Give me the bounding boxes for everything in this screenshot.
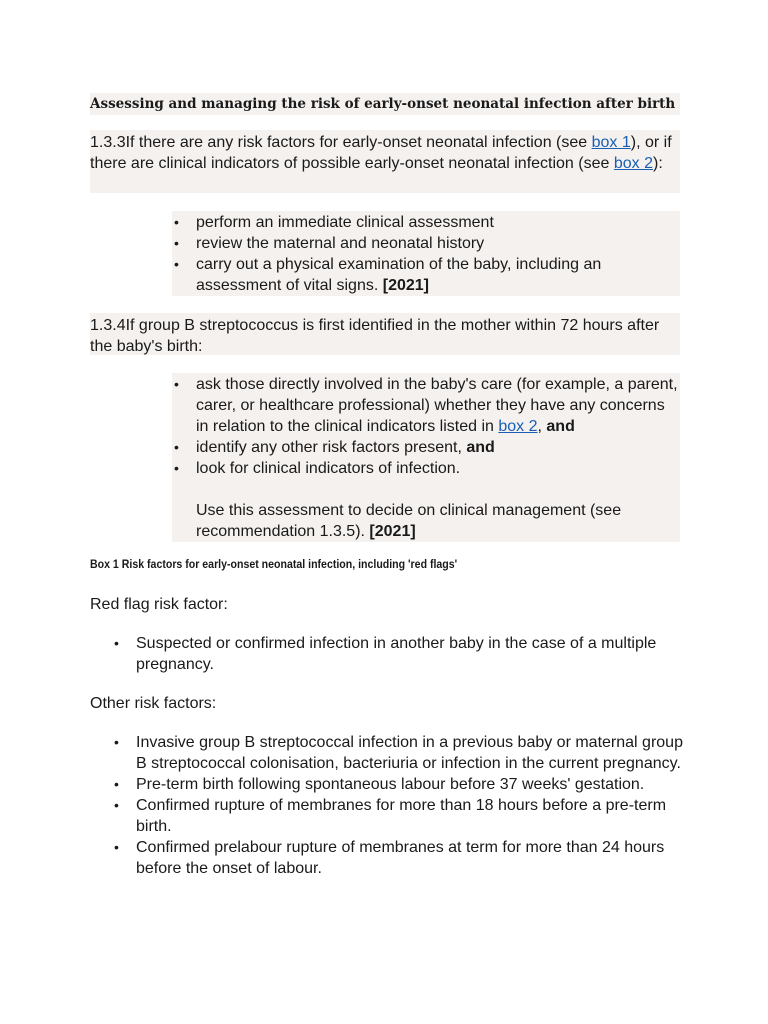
list-item-text: carry out a physical examination of the baby, including an assessment of vital signs. [196,256,602,294]
recommendation-1-3-4 [90,313,680,355]
list-item: • Invasive group B streptococcal infection in a previous baby or maternal group B streptococcal colonisation, bacteriuria or infection in the current pregnancy. [112,732,692,774]
other-risk-label: Other risk factors: [90,695,217,712]
and-label: and [466,439,495,456]
list-item: • Suspected or confirmed infection in another baby in the case of a multiple pregnancy. [112,633,692,675]
list-item-text: identify any other risk factors present, [196,439,467,456]
assessment-note [196,500,680,542]
box2-link[interactable]: box 2 [498,418,538,435]
box2-link[interactable]: box 2 [613,155,653,172]
list-item [172,254,680,296]
rec-1-3-4-list [172,373,680,542]
list-item: • Pre-term birth following spontaneous labour before 37 weeks' gestation. [112,774,692,795]
list-item-text: look for clinical indicators of infection. [196,460,461,477]
red-flag-label: Red flag risk factor: [90,596,228,613]
box1-link[interactable]: box 1 [591,134,631,151]
list-item [172,437,680,458]
year-tag: [2021] [369,523,416,540]
rec-1-3-3-list [172,211,680,296]
list-item: • Confirmed rupture of membranes for more than 18 hours before a pre-term birth. [112,795,692,837]
list-item [172,374,680,437]
list-item [172,458,680,542]
note-text: Use this assessment to decide on clinical management (see recommendation 1.3.5). [196,502,622,540]
rec-text-end: ): [652,155,663,172]
rec-number: 1.3.3 [90,134,126,151]
list-item: • perform an immediate clinical assessment [172,212,680,233]
rec-text: If group B streptococcus is first identified in the mother within 72 hours after the baby's birth: [90,317,660,355]
list-item: • Confirmed prelabour rupture of membranes at term for more than 24 hours before the onset of labour. [112,837,692,879]
section-heading: Assessing and managing the risk of early-onset neonatal infection after birth [90,93,680,115]
year-tag: [2021] [382,277,429,294]
list-item-text: ask those directly involved in the baby's care (for example, a parent, carer, or healthcare professional) whether they have any concerns in relation to the clinical indicators listed in [196,376,678,435]
rec-text: If there are any risk factors for early-onset neonatal infection (see [125,134,592,151]
rec-number: 1.3.4 [90,317,126,334]
rec-text-cont: ), or if there are clinical indicators of possible early-onset neonatal infection (see [90,134,672,172]
separator: , [537,418,547,435]
recommendation-1-3-3 [90,130,680,193]
other-risk-list [112,732,692,879]
list-item: • review the maternal and neonatal history [172,233,680,254]
and-label: and [546,418,575,435]
box1-title: Box 1 Risk factors for early-onset neonatal infection, including 'red flags' [90,559,458,571]
red-flag-list [112,633,692,675]
